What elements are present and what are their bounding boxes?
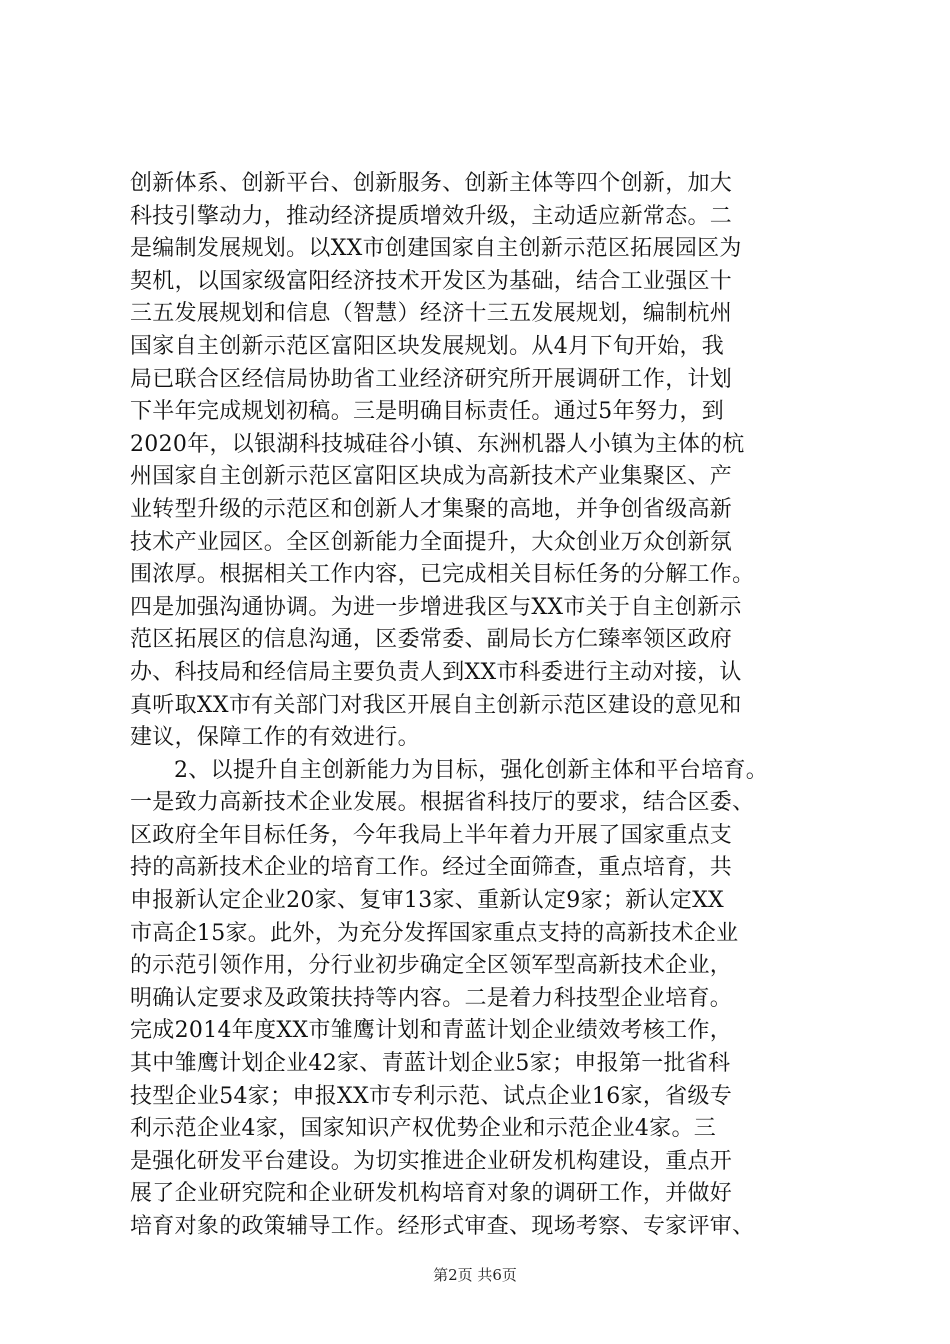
text-line: 2020年，以银湖科技城硅谷小镇、东洲机器人小镇为主体的杭 [130,431,745,457]
text-line: 持的高新技术企业的培育工作。经过全面筛查，重点培育，共 [130,855,733,881]
text-line: 市高企15家。此外，为充分发挥国家重点支持的高新技术企业 [130,920,739,946]
page-footer [0,1265,950,1285]
text-line: 利示范企业4家，国家知识产权优势企业和示范企业4家。三 [130,1116,717,1142]
text-line: 围浓厚。根据相关工作内容，已完成相关目标任务的分解工作。 [130,562,755,588]
text-line: 四是加强沟通协调。为进一步增进我区与XX市关于自主创新示 [130,594,742,620]
text-line: 是强化研发平台建设。为切实推进企业研发机构建设，重点开 [130,1148,733,1174]
text-line: 一是致力高新技术企业发展。根据省科技厅的要求，结合区委、 [130,790,755,816]
text-line: 创新体系、创新平台、创新服务、创新主体等四个创新，加大 [130,171,733,196]
text-line: 业转型升级的示范区和创新人才集聚的高地，并争创省级高新 [130,496,733,522]
text-line: 其中雏鹰计划企业42家、青蓝计划企业5家；申报第一批省科 [130,1051,731,1077]
text-line: 真听取XX市有关部门对我区开展自主创新示范区建设的意见和 [130,692,742,718]
page-number: 第2页 共6页 [433,1266,517,1284]
text-line: 申报新认定企业20家、复审13家、重新认定9家；新认定XX [130,888,725,914]
text-line: 局已联合区经信局协助省工业经济研究所开展调研工作，计划 [130,366,733,392]
text-line: 明确认定要求及政策扶持等内容。二是着力科技型企业培育。 [130,985,733,1011]
text-line: 下半年完成规划初稿。三是明确目标责任。通过5年努力，到 [130,399,725,425]
text-line: 技型企业54家；申报XX市专利示范、试点企业16家，省级专 [130,1083,733,1109]
text-line: 国家自主创新示范区富阳区块发展规划。从4月下旬开始，我 [130,333,725,359]
paragraph-start-line: 2、以提升自主创新能力为目标，强化创新主体和平台培育。 [174,757,769,783]
text-line: 培育对象的政策辅导工作。经形式审查、现场考察、专家评审、 [130,1214,755,1239]
text-line: 是编制发展规划。以XX市创建国家自主创新示范区拓展园区为 [130,236,742,262]
text-line: 契机，以国家级富阳经济技术开发区为基础，结合工业强区十 [130,268,733,294]
document-body [130,168,850,1244]
text-line: 州国家自主创新示范区富阳区块成为高新技术产业集聚区、产 [130,464,733,490]
text-line: 技术产业园区。全区创新能力全面提升，大众创业万众创新氛 [130,529,733,555]
text-line: 展了企业研究院和企业研发机构培育对象的调研工作，并做好 [130,1181,733,1207]
text-line: 科技引擎动力，推动经济提质增效升级，主动适应新常态。二 [130,203,733,229]
text-line: 范区拓展区的信息沟通，区委常委、副局长方仁臻率领区政府 [130,627,733,653]
text-line: 办、科技局和经信局主要负责人到XX市科委进行主动对接，认 [130,659,742,685]
text-line: 的示范引领作用，分行业初步确定全区领军型高新技术企业， [130,953,733,979]
text-line: 建议，保障工作的有效进行。 [130,725,420,751]
text-line: 区政府全年目标任务，今年我局上半年着力开展了国家重点支 [130,822,733,848]
text-line: 完成2014年度XX市雏鹰计划和青蓝计划企业绩效考核工作， [130,1018,733,1044]
text-line: 三五发展规划和信息（智慧）经济十三五发展规划，编制杭州 [130,301,733,327]
